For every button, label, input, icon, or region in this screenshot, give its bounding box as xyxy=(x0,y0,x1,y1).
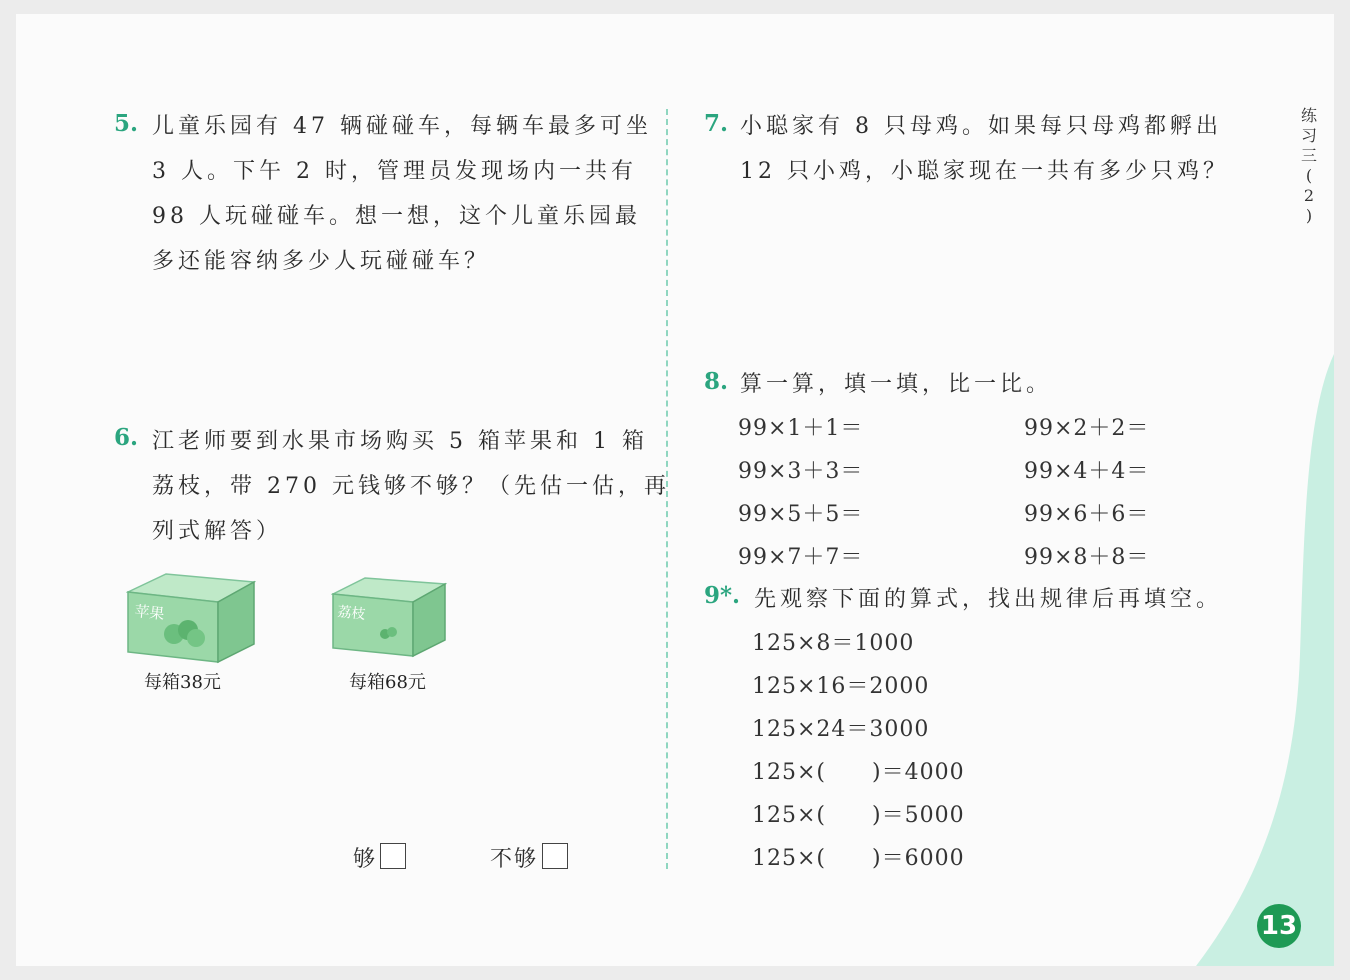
section-label-char: 三 xyxy=(1300,146,1317,165)
math-expression: 99×6＋6＝ xyxy=(1024,502,1150,527)
math-expression: 99×1＋1＝ xyxy=(738,416,864,441)
decorative-wave xyxy=(1196,354,1334,966)
section-label-char: 2 xyxy=(1303,186,1315,205)
not-enough-checkbox[interactable] xyxy=(542,843,568,869)
lychee-price-caption: 每箱68元 xyxy=(349,672,426,693)
apple-price-caption: 每箱38元 xyxy=(144,672,221,693)
fill-in-expression[interactable]: 125×( )＝4000 xyxy=(752,760,965,785)
math-expression: 99×4＋4＝ xyxy=(1024,459,1150,484)
question-number: 6. xyxy=(114,424,139,451)
question-text-line: 列式解答） xyxy=(152,519,283,544)
math-expression: 99×7＋7＝ xyxy=(738,545,864,570)
math-expression: 99×2＋2＝ xyxy=(1024,416,1150,441)
question-number: 9*. xyxy=(704,582,741,609)
fill-in-expression[interactable]: 125×( )＝6000 xyxy=(752,846,965,871)
section-label-char: ( xyxy=(1305,166,1313,185)
workbook-page xyxy=(16,14,1334,966)
apple-box-illustration xyxy=(126,572,256,664)
question-number: 7. xyxy=(704,110,729,137)
not-enough-label: 不够 xyxy=(490,847,539,872)
question-text-line: 荔枝，带 270 元钱够不够？（先估一估，再 xyxy=(152,474,670,499)
enough-checkbox[interactable] xyxy=(380,843,406,869)
lychee-box-illustration xyxy=(331,576,447,658)
apple-box-label: 苹果 xyxy=(133,602,166,624)
section-label-char: ) xyxy=(1305,206,1313,225)
question-number: 8. xyxy=(704,368,729,395)
math-expression: 125×8＝1000 xyxy=(752,631,915,656)
question-text-line: 多还能容纳多少人玩碰碰车？ xyxy=(152,249,491,274)
math-expression: 125×24＝3000 xyxy=(752,717,930,742)
question-title: 先观察下面的算式，找出规律后再填空。 xyxy=(754,587,1223,612)
section-label-char: 练 xyxy=(1300,106,1317,125)
question-text-line: 儿童乐园有 47 辆碰碰车，每辆车最多可坐 xyxy=(152,114,652,139)
math-expression: 99×3＋3＝ xyxy=(738,459,864,484)
question-text-line: 小聪家有 8 只母鸡。如果每只母鸡都孵出 xyxy=(740,114,1222,139)
question-text-line: 江老师要到水果市场购买 5 箱苹果和 1 箱 xyxy=(152,429,648,454)
section-label-char: 习 xyxy=(1300,126,1317,145)
page-number-badge: 13 xyxy=(1257,904,1301,948)
fill-in-expression[interactable]: 125×( )＝5000 xyxy=(752,803,965,828)
math-expression: 99×8＋8＝ xyxy=(1024,545,1150,570)
enough-label: 够 xyxy=(353,847,378,872)
math-expression: 125×16＝2000 xyxy=(752,674,930,699)
section-label xyxy=(1296,106,1322,226)
question-text-line: 12 只小鸡，小聪家现在一共有多少只鸡？ xyxy=(740,159,1229,184)
question-title: 算一算，填一填，比一比。 xyxy=(740,372,1053,397)
math-expression: 99×5＋5＝ xyxy=(738,502,864,527)
lychee-box-label: 荔枝 xyxy=(336,604,367,623)
question-text-line: 3 人。下午 2 时，管理员发现场内一共有 xyxy=(152,159,637,184)
column-divider xyxy=(666,109,668,869)
question-text-line: 98 人玩碰碰车。想一想，这个儿童乐园最 xyxy=(152,204,641,229)
question-number: 5. xyxy=(114,110,139,137)
